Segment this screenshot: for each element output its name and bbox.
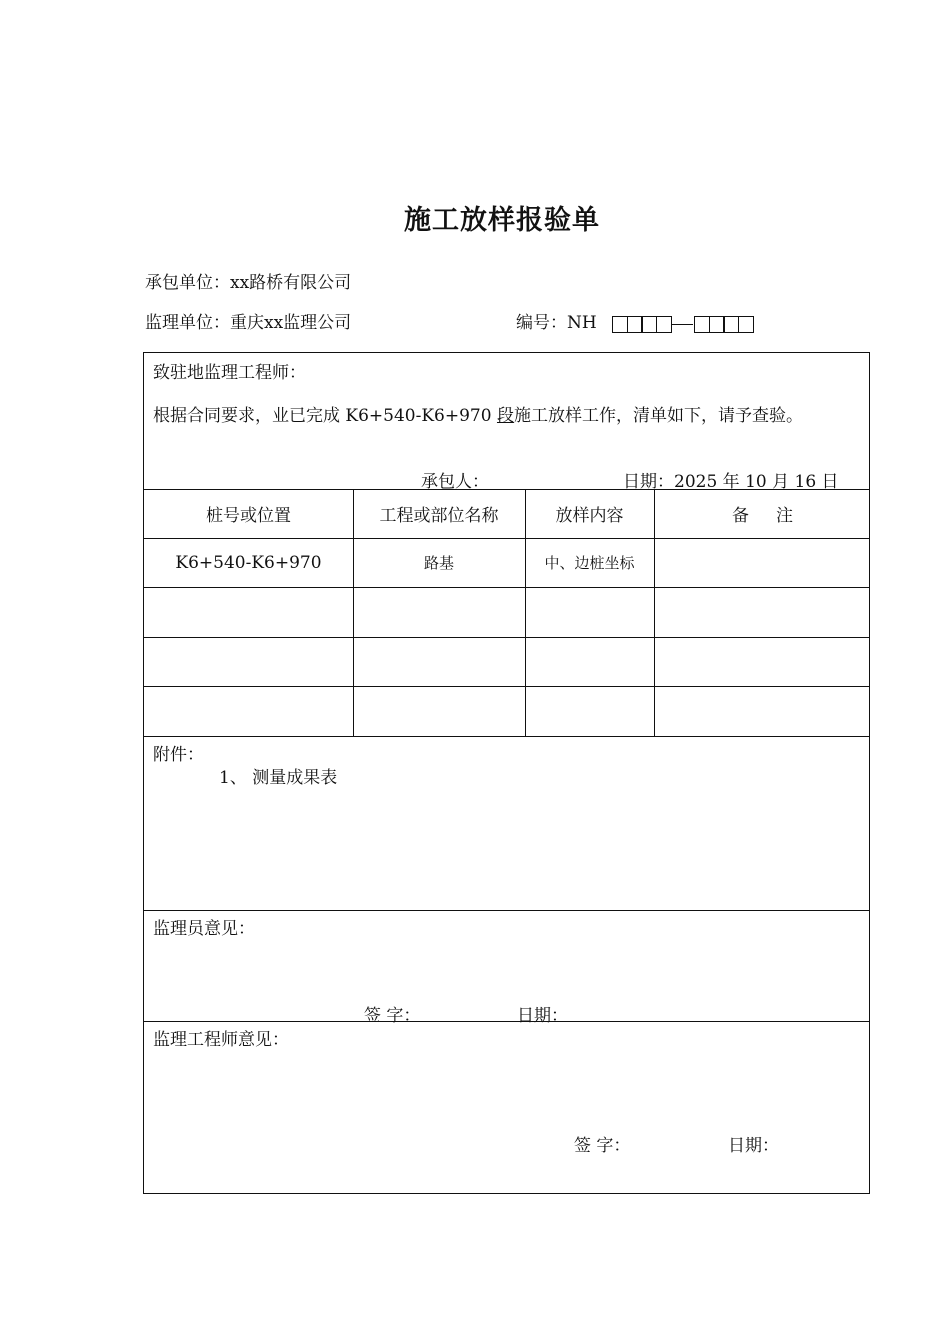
attachment-item: 1、 测量成果表 (219, 768, 338, 788)
header-remarks: 备 注 (731, 506, 794, 526)
inspector-sign: 签 字： (364, 1006, 421, 1026)
contractor-unit: 承包单位：xx路桥有限公司 (145, 273, 352, 293)
table-cell: 中、边桩坐标 (544, 554, 635, 572)
intro-body: 根据合同要求，业已完成 K6+540-K6+970 段施工放样工作，清单如下，请予查验。 (153, 406, 803, 426)
contractor-sign: 承包人： (421, 472, 489, 492)
submit-date: 日期：2025 年 10 月 16 日 (623, 472, 839, 492)
supervisor-unit: 监理单位：重庆xx监理公司 (145, 313, 352, 333)
greeting: 致驻地监理工程师： (153, 363, 306, 383)
inspection-form (143, 352, 870, 1194)
header-layout-content: 放样内容 (555, 506, 624, 526)
engineer-sign: 签 字： (574, 1136, 631, 1156)
document-title: 施工放样报验单 (404, 205, 600, 236)
table-cell: 路基 (423, 554, 454, 572)
serial-number-label: 编号：NH (516, 313, 597, 333)
header-work-name: 工程或部位名称 (379, 506, 499, 526)
table-cell: K6+540-K6+970 (175, 552, 322, 573)
attachment-label: 附件： (153, 745, 204, 765)
serial-number (516, 308, 752, 334)
serial-number-boxes (612, 314, 752, 334)
header-station: 桩号或位置 (206, 506, 291, 526)
table-cell (654, 538, 871, 587)
engineer-date: 日期： (728, 1136, 779, 1156)
inspector-date: 日期： (517, 1006, 568, 1026)
engineer-opinion-label: 监理工程师意见： (153, 1030, 289, 1050)
inspector-opinion-label: 监理员意见： (153, 919, 255, 939)
